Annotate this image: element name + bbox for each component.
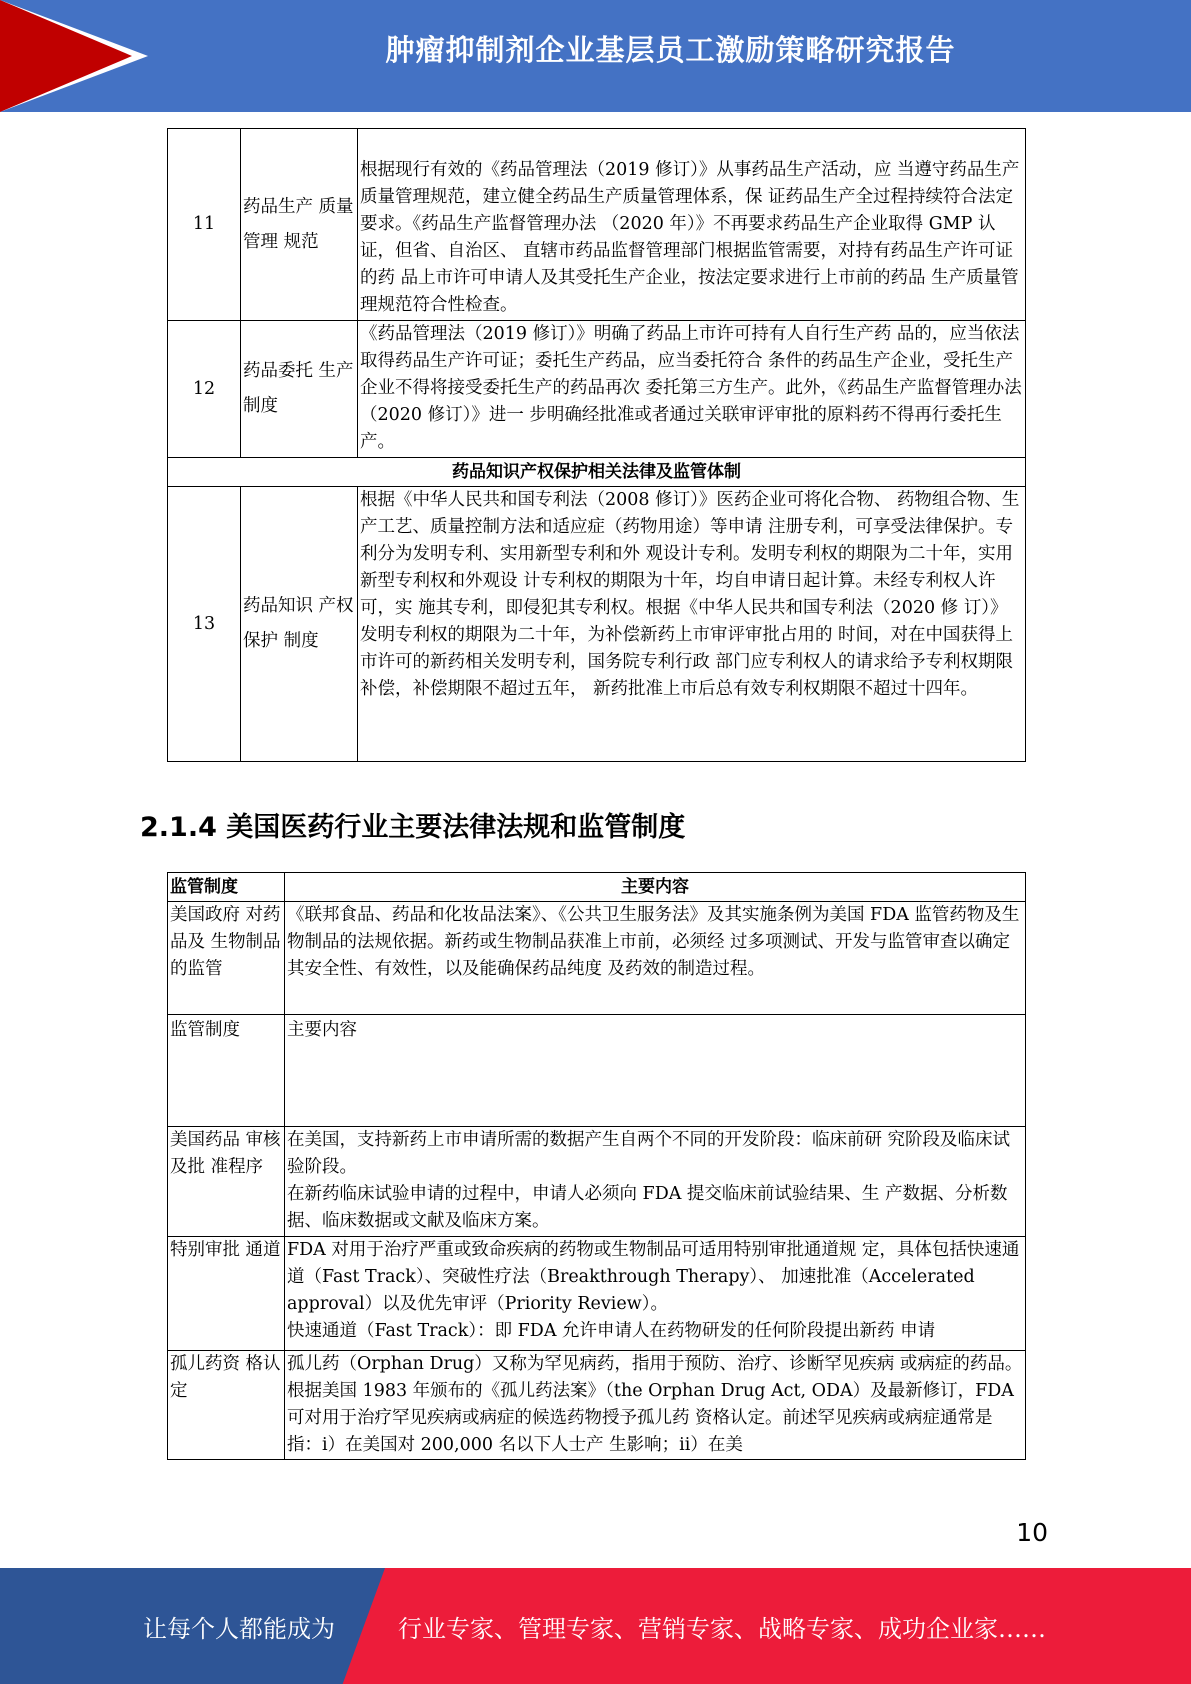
row-label: 美国药品 审核及批 准程序 [168,1127,285,1237]
table-row [168,487,1026,762]
page-footer [0,1568,1191,1684]
row-content: 《联邦食品、药品和化妆品法案》、《公共卫生服务法》及其实施条例为美国 FDA 监管药物及生物制品的法规依据。新药或生物制品获准上市前，必须经 过多项测试、开发与监管审查以确定其安全性、有效性，以及能确保药品纯度 及药效的制造过程。 [285,902,1026,1015]
row-content: 根据《中华人民共和国专利法（2008 修订）》医药企业可将化合物、 药物组合物、生产工艺、质量控制方法和适应症（药物用途）等申请 注册专利，可享受法律保护。专利分为发明专利、实用新型专利和外 观设计专利。发明专利权的期限为二十年，实用新型专利权和外观设 计专利权的期限为十年，均自申请日起计算。未经专利权人许可，实 施其专利，即侵犯其专利权。根据《中华人民共和国专利法（2020 修 订）》发明专利权的期限为二十年，为补偿新药上市审评审批占用的 时间，对在中国获得上市许可的新药相关发明专利，国务院专利行政 部门应专利权人的请求给予专利权期限补偿，补偿期限不超过五年， 新药批准上市后总有效专利权期限不超过十四年。 [358,487,1026,762]
row-label: 药品委托 生产制度 [241,321,358,458]
row-content: 孤儿药（Orphan Drug）又称为罕见病药，指用于预防、治疗、诊断罕见疾病 或病症的药品。根据美国 1983 年颁布的《孤儿药法案》（the Orphan Drug Act, ODA）及最新修订，FDA 可对用于治疗罕见疾病或病症的候选药物授予孤儿药 资格认定。前述罕见疾病或病症通常是指：i）在美国对 200,000 名以下人士产 生影响；ii）在美 [285,1351,1026,1460]
row-label: 药品生产 质量管理 规范 [241,129,358,321]
row-label: 特别审批 通道 [168,1237,285,1351]
page-number: 10 [1016,1518,1048,1547]
row-content: 《药品管理法（2019 修订）》明确了药品上市许可持有人自行生产药 品的，应当依法取得药品生产许可证；委托生产药品，应当委托符合 条件的药品生产企业，受托生产企业不得将接受委托生产的药品再次 委托第三方生产。此外，《药品生产监督管理办法（2020 修订）》进一 步明确经批准或者通过关联审评审批的原料药不得再行委托生产。 [358,321,1026,458]
china-regulation-table [167,128,1026,762]
row-label: 孤儿药资 格认定 [168,1351,285,1460]
row-content [285,1127,1026,1237]
row-label: 美国政府 对药品及 生物制品 的监管 [168,902,285,1015]
section-title: 药品知识产权保护相关法律及监管体制 [168,458,1026,487]
footer-slogan-left: 让每个人都能成为 [143,1615,335,1643]
row-content: 根据现行有效的《药品管理法（2019 修订）》从事药品生产活动，应 当遵守药品生产质量管理规范，建立健全药品生产质量管理体系，保 证药品生产全过程持续符合法定要求。《药品生产监督管理办法 （2020 年）》不再要求药品生产企业取得 GMP 认证，但省、自治区、 直辖市药品监督管理部门根据监管需要，对持有药品生产许可证的药 品上市许可申请人及其受托生产企业，按法定要求进行上市前的药品 生产质量管理规范符合性检查。 [358,129,1026,321]
column-header: 主要内容 [285,873,1026,902]
us-regulation-table [167,872,1026,1460]
table-row [168,1351,1026,1460]
footer-slogan-right: 行业专家、管理专家、营销专家、战略专家、成功企业家…… [398,1615,1046,1643]
paragraph: 在美国，支持新药上市申请所需的数据产生自两个不同的开发阶段：临床前研 究阶段及临床试验阶段。 [287,1130,1011,1177]
row-number: 12 [168,321,241,458]
paragraph: FDA 对用于治疗严重或致命疾病的药物或生物制品可适用特别审批通道规 定，具体包括快速通道（Fast Track）、突破性疗法（Breakthrough Therapy）、 加速批准（Accelerated approval）以及优先审评（Priority Review）。 [287,1240,1020,1314]
section-heading: 2.1.4 美国医药行业主要法律法规和监管制度 [140,812,686,843]
table-row [168,902,1026,1015]
paragraph: 快速通道（Fast Track）：即 FDA 允许申请人在药物研发的任何阶段提出新药 申请 [287,1321,936,1341]
row-number: 11 [168,129,241,321]
section-header-row [168,458,1026,487]
row-label: 监管制度 [168,1015,285,1127]
table-row [168,321,1026,458]
header-arrow-icon [0,0,132,112]
row-content: 主要内容 [285,1015,1026,1127]
table-row [168,1127,1026,1237]
row-content [285,1237,1026,1351]
page-header [0,0,1191,112]
table-row [168,1015,1026,1127]
column-header: 监管制度 [168,873,285,902]
row-label: 药品知识 产权保护 制度 [241,487,358,762]
table-header-row [168,873,1026,902]
table-row [168,129,1026,321]
row-number: 13 [168,487,241,762]
paragraph: 在新药临床试验申请的过程中，申请人必须向 FDA 提交临床前试验结果、生 产数据、分析数据、临床数据或文献及临床方案。 [287,1184,1008,1231]
report-title: 肿瘤抑制剂企业基层员工激励策略研究报告 [385,33,956,67]
table-row [168,1237,1026,1351]
